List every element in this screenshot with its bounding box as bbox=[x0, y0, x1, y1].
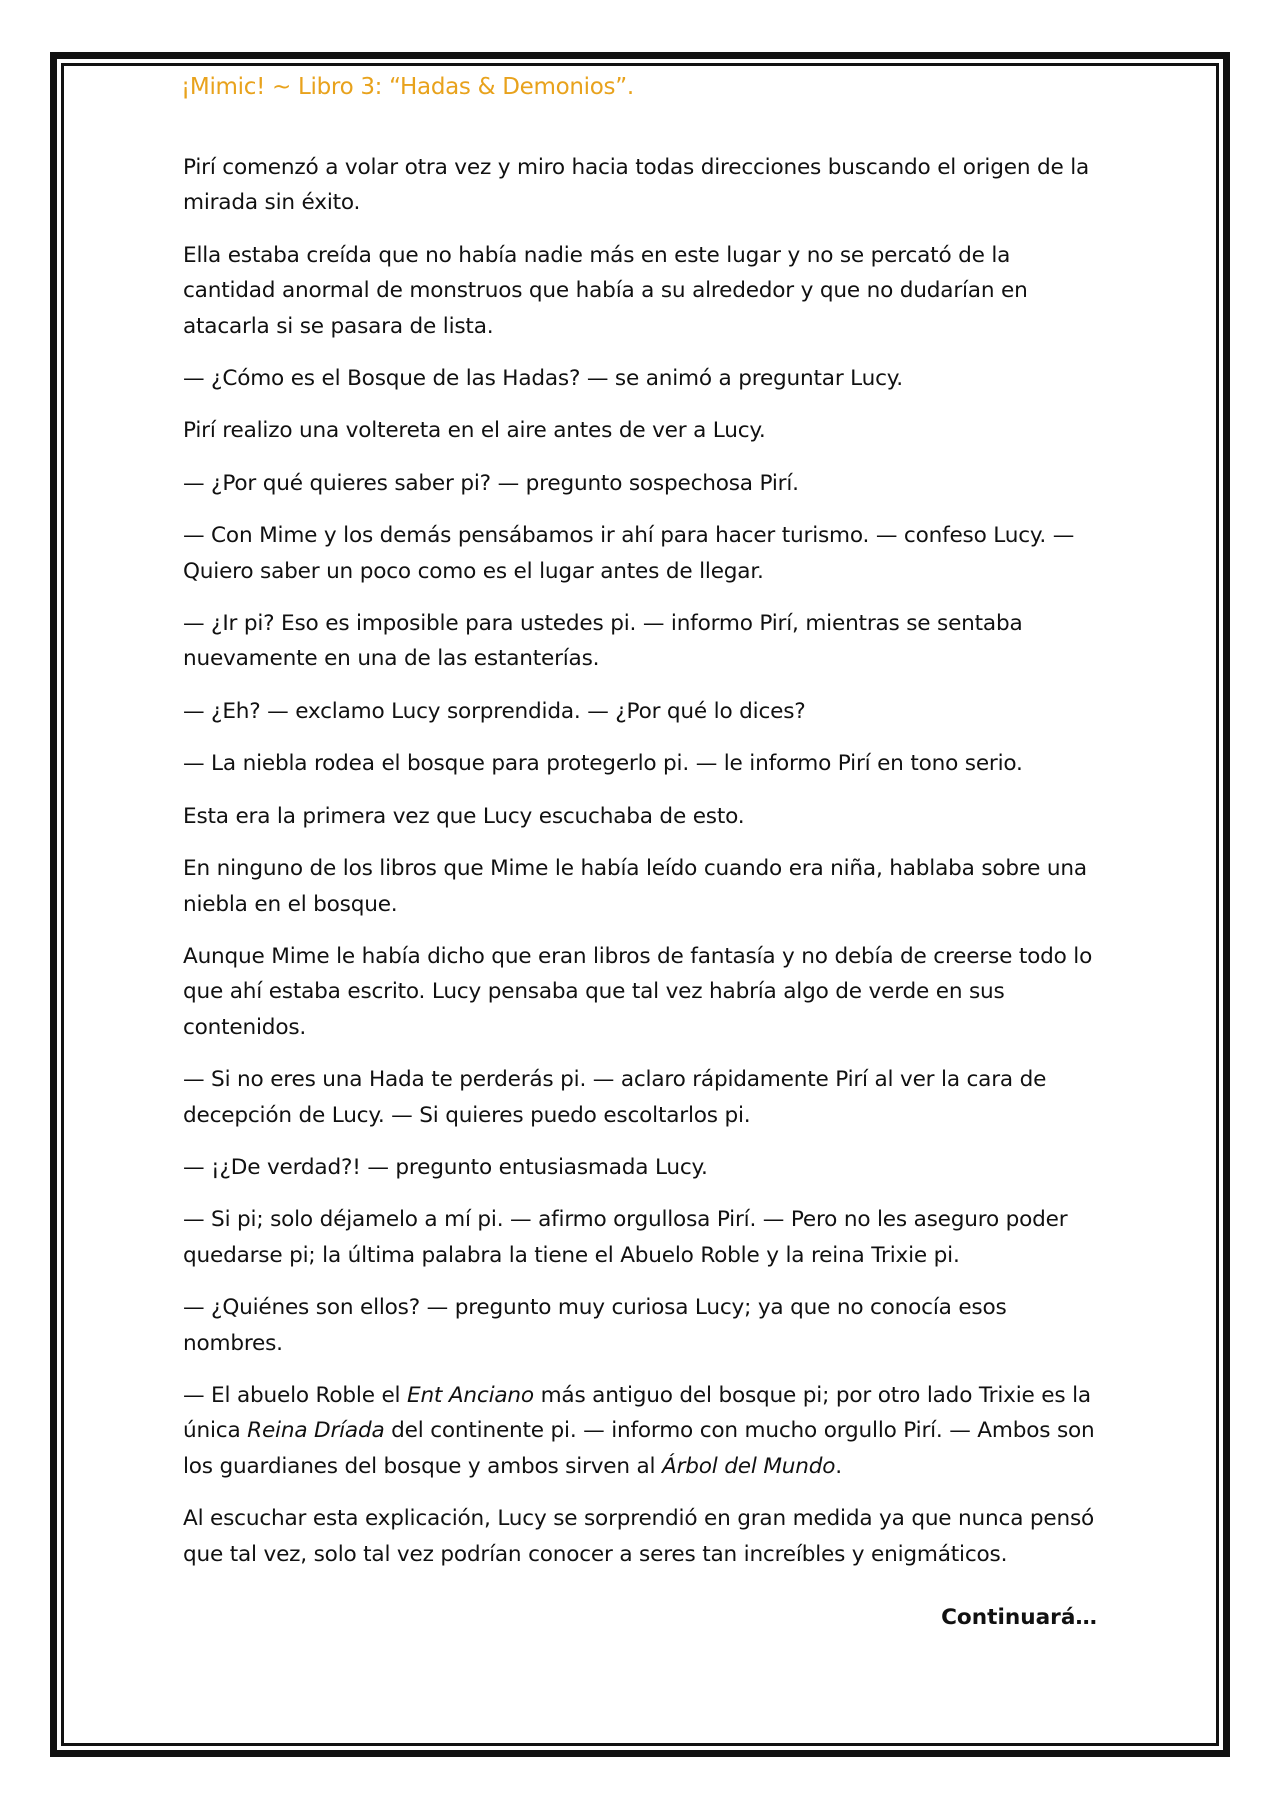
paragraph: — Si pi; solo déjamelo a mí pi. — afirmo orgullosa Pirí. — Pero no les aseguro poder quedarse pi; la última palabra la tiene el Abuelo Roble y la reina Trixie pi. bbox=[183, 1207, 1068, 1268]
paragraph: — ¿Cómo es el Bosque de las Hadas? — se animó a preguntar Lucy. bbox=[183, 366, 903, 392]
page-header-title: ¡Mimic! ~ Libro 3: “Hadas & Demonios”. bbox=[181, 74, 634, 100]
paragraph: — ¿Ir pi? Eso es imposible para ustedes pi. — informo Pirí, mientras se sentaba nuevamente en una de las estanterías. bbox=[183, 611, 1023, 672]
paragraph: Aunque Mime le había dicho que eran libros de fantasía y no debía de creerse todo lo que ahí estaba escrito. Lucy pensaba que tal vez habría algo de verde en sus contenidos. bbox=[183, 943, 1093, 1040]
paragraph: Ella estaba creída que no había nadie más en este lugar y no se percató de la cantidad anormal de monstruos que había a su alrededor y que no dudarían en atacarla si se pasara de lista. bbox=[183, 242, 1028, 339]
paragraph: — ¡¿De verdad?! — pregunto entusiasmada Lucy. bbox=[183, 1154, 708, 1180]
text-run: más antiguo del bosque pi; por otro lado Trixie es la única bbox=[183, 1382, 1091, 1444]
paragraph: — La niebla rodea el bosque para protegerlo pi. — le informo Pirí en tono serio. bbox=[183, 751, 1023, 777]
paragraph: — Si no eres una Hada te perderás pi. — aclaro rápidamente Pirí al ver la cara de decepción de Lucy. — Si quieres puedo escoltarlos pi. bbox=[183, 1067, 1047, 1128]
story-body bbox=[183, 150, 1095, 1589]
paragraph-final: Al escuchar esta explicación, Lucy se sorprendió en gran medida ya que nunca pensó que tal vez, solo tal vez podrían conocer a seres tan increíbles y enigmáticos. bbox=[183, 1506, 1095, 1567]
paragraph-ent-anciano bbox=[183, 1378, 1095, 1484]
paragraph: Pirí comenzó a volar otra vez y miro hacia todas direcciones buscando el origen de la mirada sin éxito. bbox=[183, 155, 1090, 216]
paragraph: En ninguno de los libros que Mime le había leído cuando era niña, hablaba sobre una niebla en el bosque. bbox=[183, 856, 1087, 917]
paragraph: — ¿Quiénes son ellos? — pregunto muy curiosa Lucy; ya que no conocía esos nombres. bbox=[183, 1295, 1007, 1356]
paragraph: Pirí realizo una voltereta en el aire antes de ver a Lucy. bbox=[183, 418, 766, 444]
paragraph: — ¿Por qué quieres saber pi? — pregunto sospechosa Pirí. bbox=[183, 470, 799, 496]
paragraph: — ¿Eh? — exclamo Lucy sorprendida. — ¿Por qué lo dices? bbox=[183, 698, 806, 724]
text-run: del continente pi. — informo con mucho orgullo Pirí. — Ambos son los guardianes del bosque y ambos sirven al bbox=[183, 1418, 1095, 1479]
italic-term-reina-driada: Reina Dríada bbox=[247, 1418, 385, 1444]
continued-label: Continuará… bbox=[941, 1605, 1097, 1630]
paragraph: — Con Mime y los demás pensábamos ir ahí para hacer turismo. — confeso Lucy. — Quiero saber un poco como es el lugar antes de llegar. bbox=[183, 523, 1075, 584]
text-run: . bbox=[835, 1453, 842, 1479]
italic-term-ent-anciano: Ent Anciano bbox=[407, 1382, 534, 1408]
italic-term-arbol-del-mundo: Árbol del Mundo bbox=[662, 1453, 836, 1479]
text-run: — El abuelo Roble el bbox=[183, 1382, 407, 1408]
paragraph: Esta era la primera vez que Lucy escuchaba de esto. bbox=[183, 803, 745, 829]
